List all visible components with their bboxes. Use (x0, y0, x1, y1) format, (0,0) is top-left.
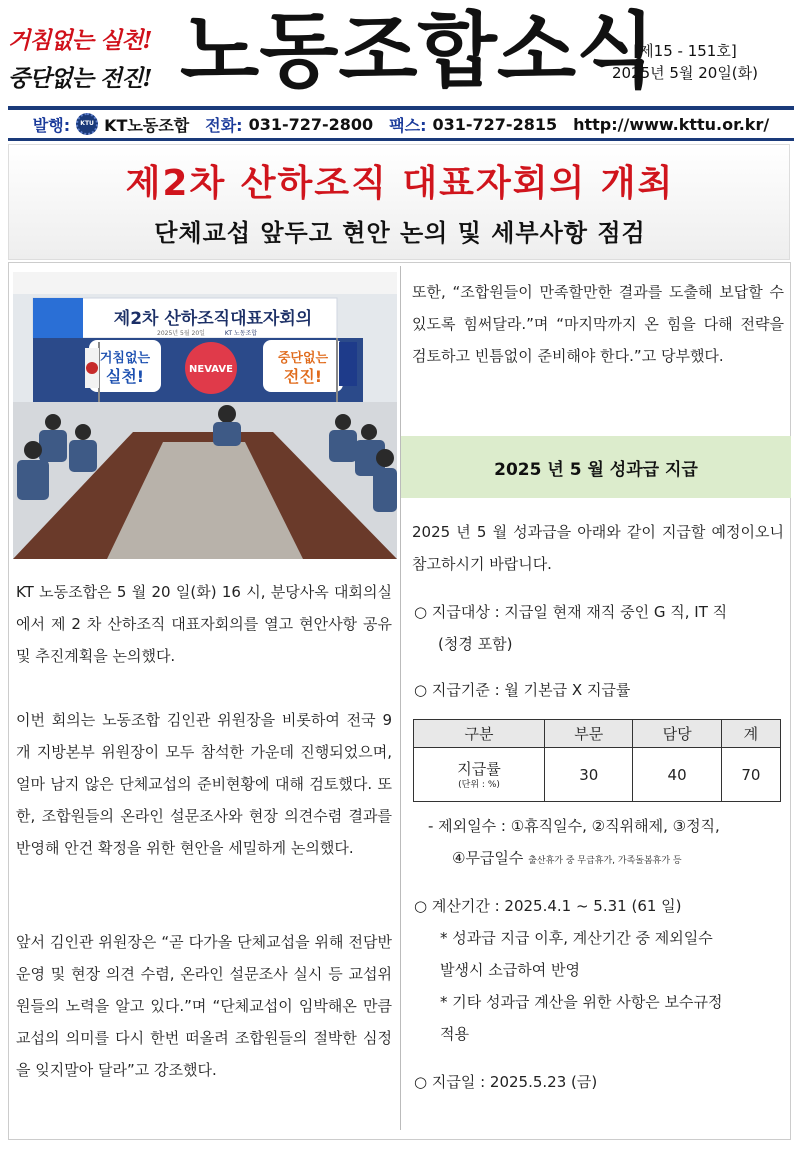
exclusion-line2-wrap (428, 842, 784, 877)
exclusion-line2: ④무급일수 (452, 849, 524, 867)
banner-title: 제2차 산하조직대표자회의 (113, 309, 313, 329)
bonus-section-title: 2025 년 5 월 성과급 지급 (401, 436, 791, 498)
table-header: 부문 (545, 720, 633, 748)
masthead (0, 0, 800, 108)
issue-date: 2025년 5월 20일(화) (612, 64, 759, 82)
paragraph-2: 이번 회의는 노동조합 김인관 위원장을 비롯하여 전국 9 개 지방본부 위원장이 모두 참석한 가운데 진행되었으며, 얼마 남지 않은 단체교섭의 준비현황에 대해 검토했다. 또한, 조합원들의 온라인 설문조사와 현장 의견수렴 결과를 반영해 안건 확정을 위한 현안을 세밀하게 논의했다. (16, 711, 392, 857)
bonus-note-2 (440, 986, 784, 1050)
bonus-note-1 (440, 922, 784, 986)
bonus-basis: ○ 지급기준 : 월 기본급 X 지급률 (414, 681, 631, 699)
phone-label: 전화: (205, 115, 243, 135)
table-header: 구분 (414, 720, 545, 748)
table-row-label (414, 748, 545, 802)
table-row (414, 748, 781, 802)
note2-line1: * 기타 성과급 계산을 위한 사항은 보수규정 (440, 993, 723, 1011)
paragraph-1: KT 노동조합은 5 월 20 일(화) 16 시, 분당사옥 대회의실에서 제 2 차 산하조직 대표자회의를 열고 현안사항 공유 및 추진계획을 논의했다. (16, 583, 392, 665)
bonus-intro: 2025 년 5 월 성과급을 아래와 같이 지급할 예정이오니 참고하시기 바랍니다. (412, 523, 784, 573)
rate-label: 지급률 (457, 760, 501, 778)
fax-number: 031-727-2815 (432, 114, 558, 134)
table-header-row (414, 720, 781, 748)
banner-org: KT 노동조합 (224, 330, 258, 337)
issue-number: [제15 - 151호] (633, 42, 737, 60)
note1-line2: 발생시 소급하여 반영 (440, 961, 580, 979)
exclusion-line1: - 제외일수 : ①휴직일수, ②직위해제, ③정직, (428, 817, 720, 835)
meeting-photo-illustration (13, 272, 397, 559)
issue-info (612, 40, 758, 84)
bonus-pay-date: ○ 지급일 : 2025.5.23 (금) (414, 1073, 598, 1091)
fax-label: 팩스: (389, 115, 427, 135)
exclusion-note: 출산휴가 중 무급휴가, 가족돌봄휴가 등 (528, 856, 682, 866)
table-cell: 40 (633, 748, 721, 802)
newsletter-title: 노동조합소식 (180, 4, 656, 99)
phone-number: 031-727-2800 (248, 114, 374, 134)
bonus-period: ○ 계산기간 : 2025.4.1 ~ 5.31 (61 일) (414, 897, 682, 915)
note2-line2: 적용 (440, 1025, 469, 1043)
publisher-label: 발행: (32, 115, 71, 135)
sign-left-line1: 거침없는 (99, 351, 151, 366)
paragraph-3: 앞서 김인관 위원장은 “곧 다가올 단체교섭을 위해 전담반 운영 및 현장 의견 수렴, 온라인 설문조사 실시 등 교섭위원들의 노력을 알고 있다.”며 “단체교섭이 임박해온 만큼 교섭의 의미를 다시 한번 떠올려 조합원들의 절박한 심정을 잊지말아 달라”고 강조했다. (16, 933, 392, 1079)
article-subhead: 단체교섭 앞두고 현안 논의 및 세부사항 점검 (154, 219, 646, 247)
note1-line1: * 성과급 지급 이후, 계산기간 중 제외일수 (440, 929, 713, 947)
paragraph-4: 또한, “조합원들이 만족할만한 결과를 도출해 보답할 수 있도록 힘써달라.”며 “마지막까지 온 힘을 다해 전략을 검토하고 빈틈없이 준비해야 한다.”고 당부했다. (412, 283, 784, 365)
table-cell: 30 (545, 748, 633, 802)
column-divider (400, 266, 401, 1130)
kt-union-logo-icon: KTU (76, 113, 98, 135)
bonus-target-line2: (청경 포함) (438, 635, 513, 653)
table-cell: 70 (721, 748, 780, 802)
bonus-exclusions (428, 810, 784, 877)
sign-left-line2: 실천! (105, 367, 145, 386)
bonus-target-line1: ○ 지급대상 : 지급일 현재 재직 중인 G 직, IT 직 (414, 603, 728, 621)
slogan-line-2: 중단없는 전진! (8, 65, 152, 92)
slogan-line-1: 거침없는 실천! (8, 27, 152, 54)
bonus-target (414, 596, 784, 660)
bonus-rate-table (413, 719, 781, 802)
table-header: 계 (721, 720, 780, 748)
banner-date: 2025년 5월 20일 (157, 330, 205, 337)
sign-right-line2: 전진! (283, 367, 323, 386)
table-header: 담당 (633, 720, 721, 748)
article-headline: 제2차 산하조직 대표자회의 개최 (125, 163, 675, 204)
website-link[interactable]: http://www.kttu.or.kr/ (573, 114, 770, 134)
sign-center: NEVAVE (189, 364, 233, 375)
bottom-rule (8, 138, 794, 141)
rate-unit: (단위 : %) (458, 780, 500, 790)
headline-box (8, 144, 790, 260)
meeting-photo (13, 272, 397, 559)
publisher-name: KT노동조합 (104, 115, 190, 135)
publisher-bar (8, 110, 794, 138)
sign-right-line1: 중단없는 (277, 351, 329, 366)
